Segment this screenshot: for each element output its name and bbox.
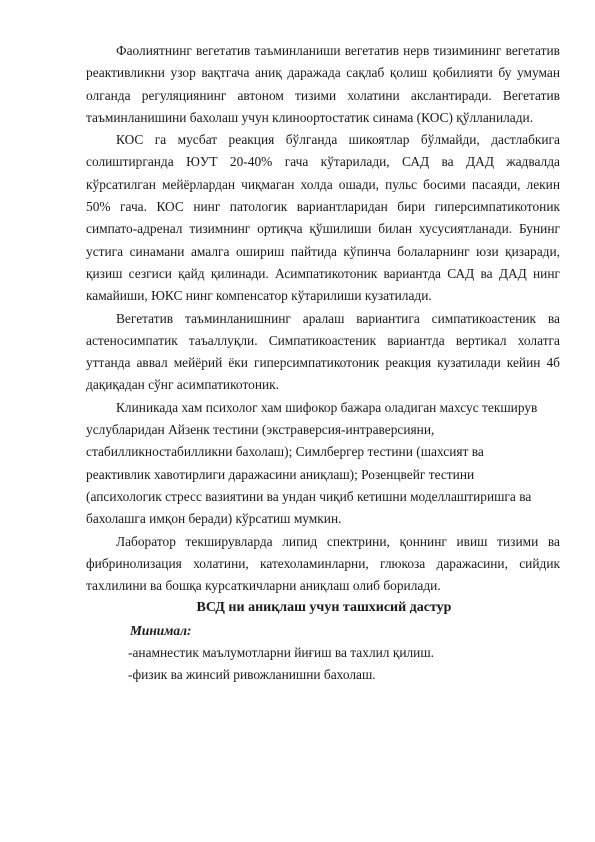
paragraph-vegetative-support: Фаолиятнинг вегетатив таъминланиши вегетатив нерв тизимининг вегетатив реактивликни узор вақтгача аниқ даражада сақлаб қолиш қобилияти бу умуман олганда регуляциянинг автоном тизими холатини акслантиради. Вегетатив таъминланишини бахолаш учун клиноортостатик синама (КОС) қўлланилади. [86, 43, 560, 125]
clinical-tests-line: (апсихологик стресс вазиятини ва ундан чиқиб кетишни моделлаштиришга ва [86, 488, 532, 504]
list-item: -физик ва жинсий ривожланишни бахолаш. [128, 667, 376, 683]
clinical-tests-line: Клиникада хам психолог хам шифокор бажара оладиган махсус текширув [116, 399, 538, 415]
list-item: -анамнестик маълумотларни йиғиш ва тахлил қилиш. [128, 645, 435, 661]
document-body [86, 40, 560, 687]
minimal-label: Минимал: [130, 622, 192, 638]
paragraph-clinical-tests [86, 397, 560, 531]
clinical-tests-line: бахолашга имқон беради) кўрсатиш мумкин. [86, 511, 342, 527]
section-heading: ВСД ни аниқлаш учун ташхисий дастур [196, 600, 452, 616]
clinical-tests-line: услубларидан Айзенк тестини (экстраверсия-интраверсияни, [86, 422, 435, 438]
clinical-tests-line: реактивлик хавотирлиги даражасини аниқлаш); Розенцвейг тестини [86, 466, 475, 482]
paragraph-mixed-variant: Вегетатив таъминланишнинг аралаш вариантига симпатикоастеник ва астеносимпатик таъаллуқли. Симпатикоастеник вариантда вертикал холатга уттанда аввал мейёрий ёки гиперсимпатикотоник реакция кузатилади кейин 4б дақиқадан сўнг асимпатикотоник. [86, 310, 560, 393]
clinical-tests-line: стабилликностабилликни бахолаш); Симлбергер тестини (шахсият ва [86, 444, 484, 460]
paragraph-kos-reaction: КОС га мусбат реакция бўлганда шикоятлар бўлмайди, дастлабкига солиштирганда ЮУТ 20-40% гача кўтарилади, САД ва ДАД жадвалда кўрсатилган мейёрлардан чиқмаган холда ошади, пульс босими пасаяди, лекин 50% гача. КОС нинг патологик вариантларидан бири гиперсимпатикотоник симпато-адренал тизимнинг ортиқча қўшилиши билан хусусиятланади. Бунинг устига синамани амалга ошириш пайтида кўпинча болаларнинг юзи қизаради, қизиш сезгиси қайд қилинади. Асимпатикотоник вариантда САД ва ДАД нинг камайиши, ЮКС нинг компенсатор кўтарилиши кузатилади. [86, 132, 560, 304]
paragraph-lab-tests: Лаборатор текширувларда липид спектрини, қоннинг ивиш тизими ва фибринолизация холатини, катехоламинларни, глюкоза даражасини, сийдик тахлилини ва бошқа курсаткичларни аниқлаш олиб борилади. [86, 533, 560, 594]
